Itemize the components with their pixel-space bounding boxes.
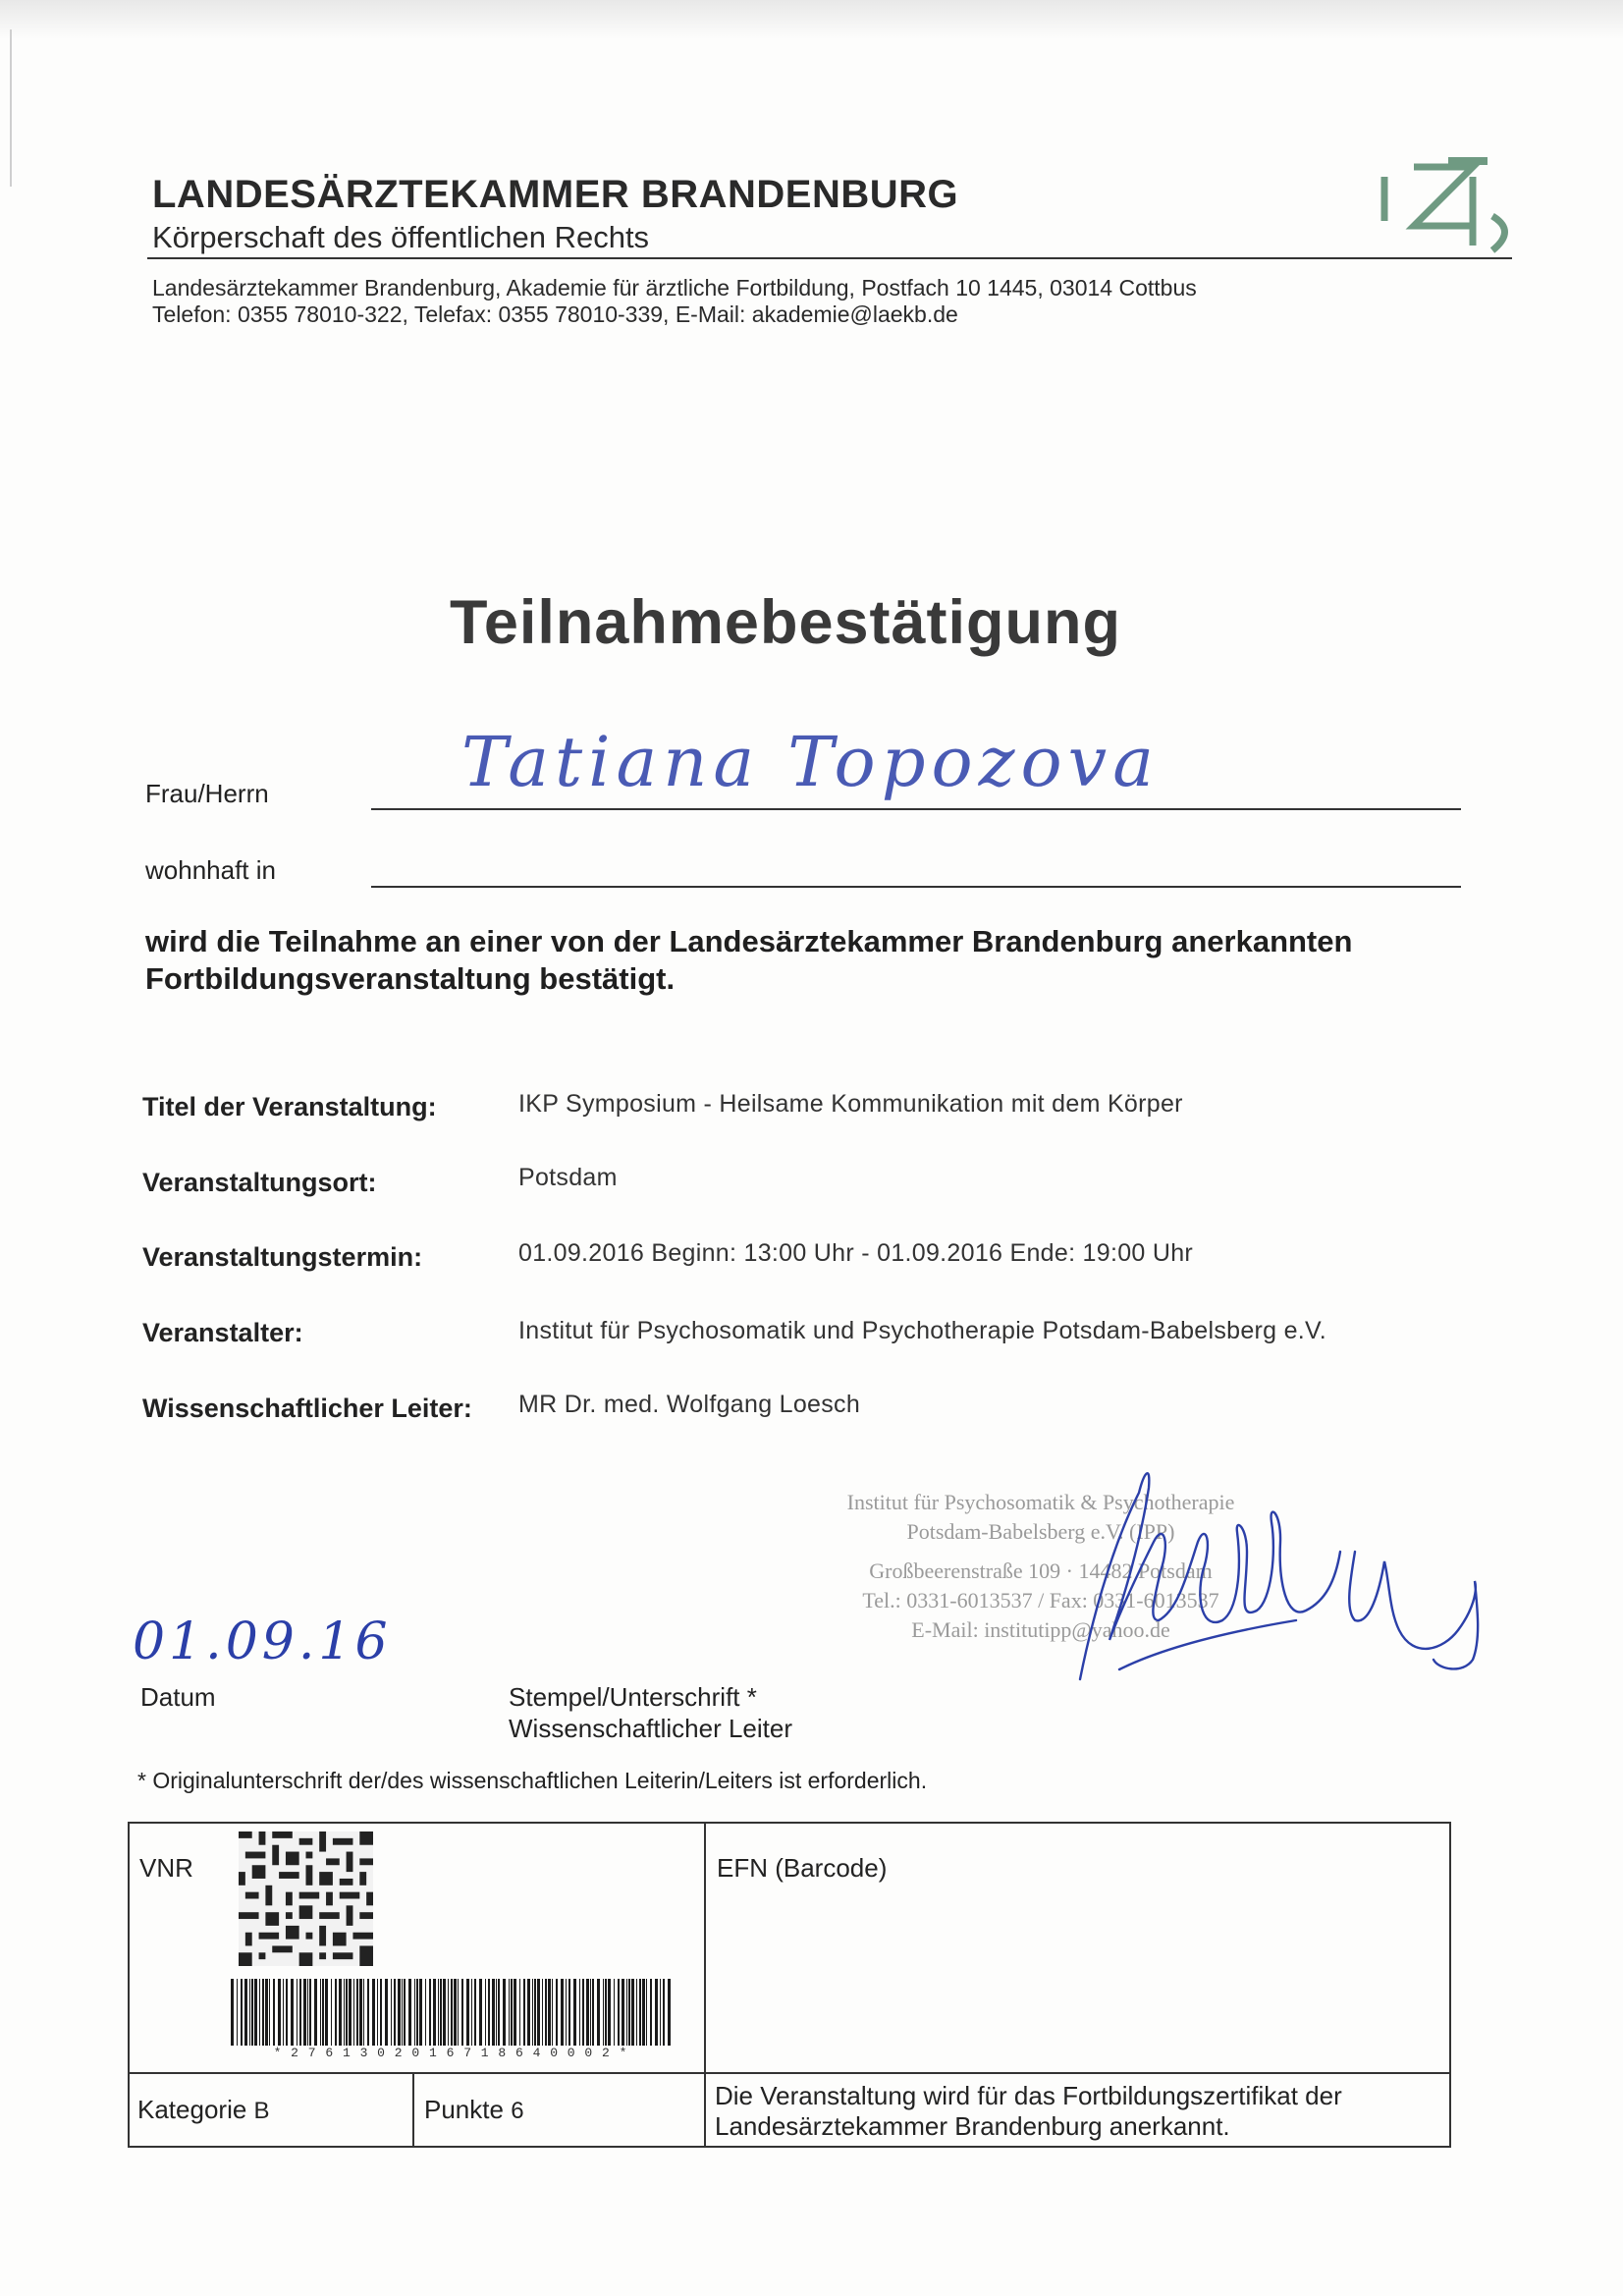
scan-edge [10,29,12,187]
handwritten-signature [943,1434,1492,1728]
date-handwritten: 01.09.16 [133,1613,392,1671]
confirmation-statement: wird die Teilnahme an einer von der Landesärztekammer Brandenburg anerkannten Fortbildungsveranstaltung bestätigt. [145,924,1353,996]
table-column-divider [704,1822,706,2148]
stamp-line: Tel.: 0331-6013537 / Fax: 0331-6013537 [862,1588,1219,1613]
header-divider [147,257,1512,259]
category-label: Kategorie [137,2095,247,2124]
stamp-line: Großbeerenstraße 109 · 14482 Potsdam [869,1558,1213,1583]
points-value: 6 [511,2098,524,2124]
detail-label-organizer: Veranstalter: [142,1318,303,1347]
recognition-text: Die Veranstaltung wird für das Fortbildungszertifikat der [715,2081,1342,2110]
qr-code-icon [239,1831,373,1966]
org-subtitle: Körperschaft des öffentlichen Rechts [152,220,650,254]
points-cell [424,2095,524,2125]
name-label: Frau/Herrn [145,779,269,808]
stamp-line: E-Mail: institutipp@yahoo.de [911,1617,1170,1642]
detail-label-date: Veranstaltungstermin: [142,1242,423,1272]
name-line [371,808,1461,810]
participant-name-handwritten: Tatiana Topozova [461,722,1160,802]
efn-label: EFN (Barcode) [717,1853,888,1883]
detail-value-title: IKP Symposium - Heilsame Kommunikation mit dem Körper [518,1090,1183,1118]
residence-label: wohnhaft in [145,855,276,885]
vnr-barcode-icon [229,1979,673,2046]
date-label: Datum [140,1682,216,1712]
table-row-divider [128,2072,1451,2074]
barcode-digits: * 2 7 6 1 3 0 2 0 1 6 7 1 8 6 4 0 0 0 2 * [273,2046,628,2060]
signature-label: Stempel/Unterschrift * [509,1682,757,1712]
stamp-line: Institut für Psychosomatik & Psychotherapie [846,1490,1235,1514]
vnr-label: VNR [139,1853,193,1883]
category-value: B [253,2098,270,2124]
footnote: * Originalunterschrift der/des wissenschaftlichen Leiterin/Leiters ist erforderlich. [137,1768,928,1793]
org-name: LANDESÄRZTEKAMMER BRANDENBURG [152,173,959,216]
category-cell [137,2095,270,2125]
points-label: Punkte [424,2095,504,2124]
detail-value-organizer: Institut für Psychosomatik und Psychotherapie Potsdam-Babelsberg e.V. [518,1317,1326,1344]
document-title: Teilnahmebestätigung [450,588,1121,657]
scan-shadow [0,0,1623,39]
signature-role-label: Wissenschaftlicher Leiter [509,1714,792,1743]
detail-value-location: Potsdam [518,1164,618,1191]
chamber-logo-icon [1355,147,1522,260]
residence-line [371,886,1461,888]
detail-label-location: Veranstaltungsort: [142,1168,377,1197]
detail-value-scientific-lead: MR Dr. med. Wolfgang Loesch [518,1391,861,1418]
recognition-text: Landesärztekammer Brandenburg anerkannt. [715,2111,1230,2141]
contact-line: Telefon: 0355 78010-322, Telefax: 0355 78010-339, E-Mail: akademie@laekb.de [152,301,958,327]
address-line: Landesärztekammer Brandenburg, Akademie für ärztliche Fortbildung, Postfach 10 1445, 03014 Cottbus [152,275,1197,301]
detail-label-scientific-lead: Wissenschaftlicher Leiter: [142,1394,472,1423]
detail-value-date: 01.09.2016 Beginn: 13:00 Uhr - 01.09.2016 Ende: 19:00 Uhr [518,1239,1194,1267]
detail-label-title: Titel der Veranstaltung: [142,1092,437,1121]
table-column-divider [412,2072,414,2148]
stamp-line: Potsdam-Babelsberg e.V. (IPP) [906,1519,1175,1544]
